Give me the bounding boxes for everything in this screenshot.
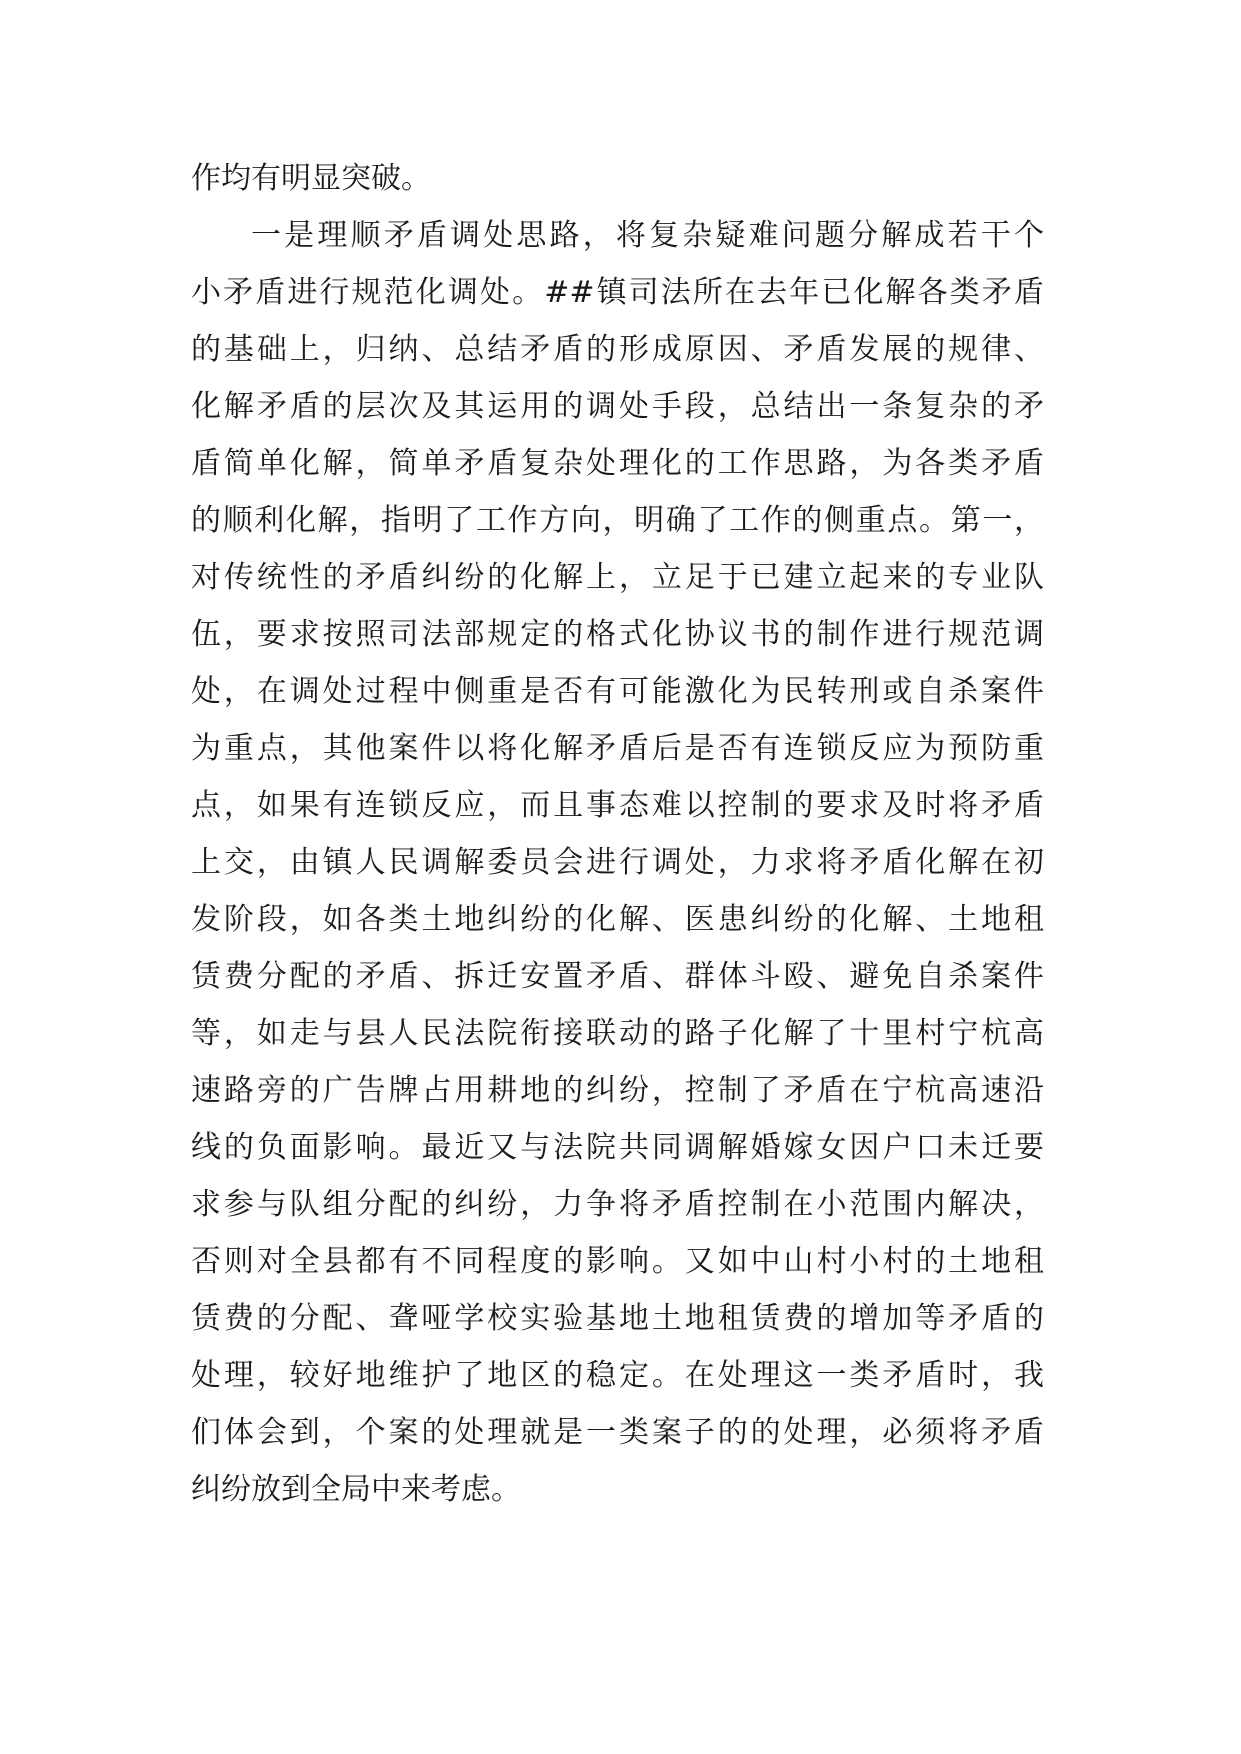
text-line: 处，在调处过程中侧重是否有可能激化为民转刑或自杀案件 xyxy=(191,674,1044,709)
text-line: 线的负面影响。最近又与法院共同调解婚嫁女因户口未迁要 xyxy=(191,1130,1044,1165)
text-line: 赁费分配的矛盾、拆迁安置矛盾、群体斗殴、避免自杀案件 xyxy=(191,959,1044,994)
text-line: 处理，较好地维护了地区的稳定。在处理这一类矛盾时，我 xyxy=(191,1358,1044,1393)
text-line: 否则对全县都有不同程度的影响。又如中山村小村的土地租 xyxy=(191,1244,1044,1279)
text-line: 求参与队组分配的纠纷，力争将矛盾控制在小范围内解决， xyxy=(191,1187,1044,1222)
text-line: 为重点，其他案件以将化解矛盾后是否有连锁反应为预防重 xyxy=(191,731,1044,766)
text-line: 的顺利化解，指明了工作方向，明确了工作的侧重点。第一， xyxy=(191,503,1044,538)
text-line: 伍，要求按照司法部规定的格式化协议书的制作进行规范调 xyxy=(191,617,1044,652)
text-line: 对传统性的矛盾纠纷的化解上，立足于已建立起来的专业队 xyxy=(191,560,1044,595)
text-line: 盾简单化解，简单矛盾复杂处理化的工作思路，为各类矛盾 xyxy=(191,446,1044,481)
text-line: 上交，由镇人民调解委员会进行调处，力求将矛盾化解在初 xyxy=(191,845,1044,880)
text-line: 作均有明显突破。 xyxy=(191,161,431,196)
text-line: 速路旁的广告牌占用耕地的纠纷，控制了矛盾在宁杭高速沿 xyxy=(191,1073,1044,1108)
text-line: 发阶段，如各类土地纠纷的化解、医患纠纷的化解、土地租 xyxy=(191,902,1044,937)
text-line: 点，如果有连锁反应，而且事态难以控制的要求及时将矛盾 xyxy=(191,788,1044,823)
text-line: 纠纷放到全局中来考虑。 xyxy=(191,1472,521,1507)
text-line: 的基础上，归纳、总结矛盾的形成原因、矛盾发展的规律、 xyxy=(191,332,1044,367)
text-line: 们体会到，个案的处理就是一类案子的的处理，必须将矛盾 xyxy=(191,1415,1044,1450)
text-line: 小矛盾进行规范化调处。##镇司法所在去年已化解各类矛盾 xyxy=(191,275,1044,310)
paragraph-first-line: 一是理顺矛盾调处思路，将复杂疑难问题分解成若干个 xyxy=(251,218,1044,253)
text-line: 赁费的分配、聋哑学校实验基地土地租赁费的增加等矛盾的 xyxy=(191,1301,1044,1336)
text-line: 等，如走与县人民法院衔接联动的路子化解了十里村宁杭高 xyxy=(191,1016,1044,1051)
text-line: 化解矛盾的层次及其运用的调处手段，总结出一条复杂的矛 xyxy=(191,389,1044,424)
